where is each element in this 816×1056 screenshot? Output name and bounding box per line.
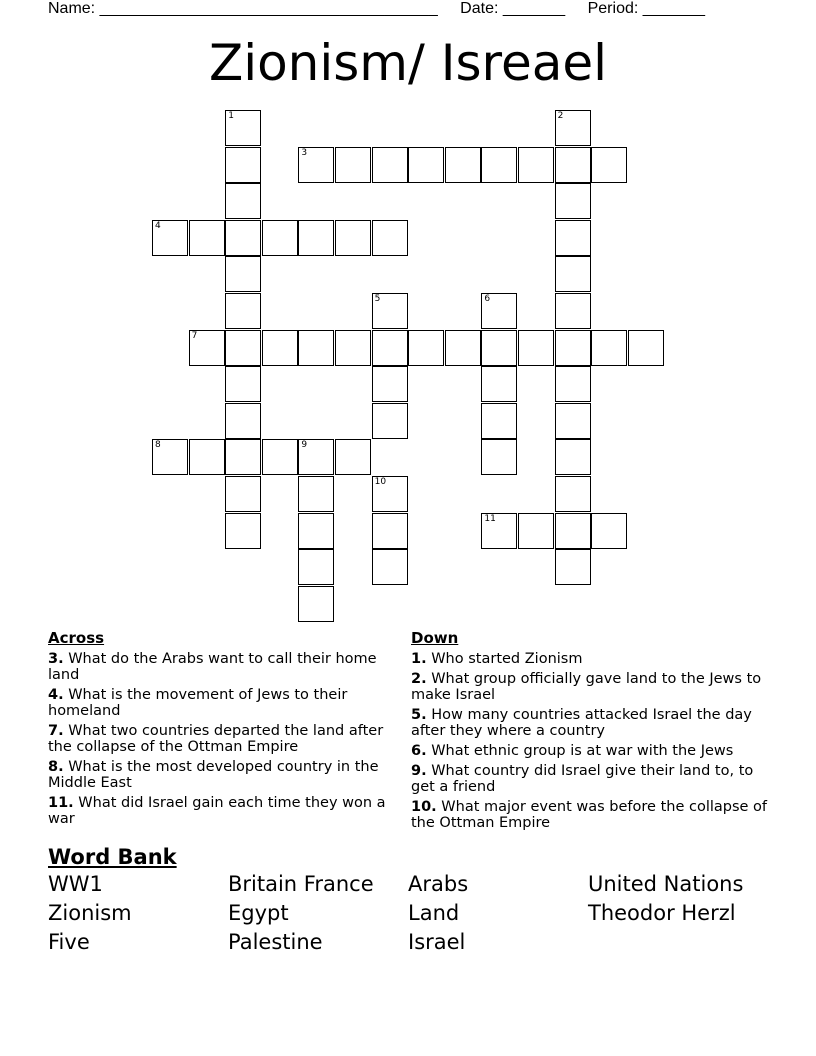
word-bank-item: Palestine (228, 930, 323, 954)
grid-cell[interactable] (481, 293, 517, 329)
clue-number: 5 (374, 294, 381, 304)
date-field[interactable]: Date: _______ (460, 0, 566, 17)
grid-cell[interactable] (372, 366, 408, 402)
word-bank-item: Egypt (228, 901, 289, 925)
word-bank-item: Land (408, 901, 460, 925)
grid-cell[interactable] (555, 293, 591, 329)
word-bank-item: United Nations (588, 872, 744, 896)
grid-cell[interactable] (262, 220, 298, 256)
word-bank-item: Five (48, 930, 90, 954)
grid-cell[interactable] (298, 220, 334, 256)
grid-cell[interactable] (262, 330, 298, 366)
clue-num: 7. (48, 723, 64, 739)
down-clue: 1. Who started Zionism (411, 651, 583, 667)
grid-cell[interactable] (225, 513, 261, 549)
grid-cell[interactable] (408, 330, 444, 366)
clue-num: 2. (411, 671, 427, 687)
down-clue: 10. What major event was before the collapse of the Ottman Empire (411, 799, 768, 831)
clue-num: 6. (411, 743, 427, 759)
grid-cell[interactable] (372, 549, 408, 585)
clue-num: 3. (48, 651, 64, 667)
grid-cell[interactable] (262, 439, 298, 475)
grid-cell[interactable] (591, 513, 627, 549)
across-clue: 3. What do the Arabs want to call their home land (48, 651, 377, 683)
grid-cell[interactable] (445, 147, 481, 183)
grid-cell[interactable] (335, 439, 371, 475)
name-field[interactable]: Name: ______________________________________ (48, 0, 438, 17)
grid-cell[interactable] (298, 513, 334, 549)
grid-cell[interactable] (152, 439, 188, 475)
grid-cell[interactable] (628, 330, 664, 366)
grid-cell[interactable] (591, 147, 627, 183)
down-clue-list (411, 651, 771, 831)
grid-cell[interactable] (555, 439, 591, 475)
clue-number: 6 (484, 294, 491, 304)
grid-cell[interactable] (555, 366, 591, 402)
grid-cell[interactable] (335, 147, 371, 183)
grid-cell[interactable] (518, 330, 554, 366)
clue-number: 1 (228, 111, 234, 121)
grid-cell[interactable] (189, 439, 225, 475)
page-title: Zionism/ Isreael (208, 34, 608, 92)
word-bank-item: WW1 (48, 872, 103, 896)
across-clues (48, 630, 398, 831)
clue-num: 10. (411, 799, 437, 815)
grid-cell[interactable] (372, 147, 408, 183)
grid-cell[interactable] (481, 366, 517, 402)
word-bank (48, 872, 768, 955)
grid-cell[interactable] (481, 439, 517, 475)
grid-cell[interactable] (372, 220, 408, 256)
grid-cell[interactable] (225, 110, 261, 146)
grid-cell[interactable] (518, 513, 554, 549)
grid-cell[interactable] (555, 147, 591, 183)
grid-cell[interactable] (225, 366, 261, 402)
grid-cell[interactable] (372, 476, 408, 512)
down-clues (411, 630, 771, 835)
grid-cell[interactable] (225, 147, 261, 183)
across-clue: 7. What two countries departed the land after the collapse of the Ottman Empire (48, 723, 384, 755)
grid-cell[interactable] (298, 549, 334, 585)
grid-cell[interactable] (555, 256, 591, 292)
grid-cell[interactable] (555, 513, 591, 549)
clue-number: 4 (155, 220, 161, 231)
grid-cell[interactable] (225, 220, 261, 256)
grid-cell[interactable] (555, 549, 591, 585)
grid-cell[interactable] (555, 330, 591, 366)
down-clue: 2. What group officially gave land to the Jews to make Israel (411, 671, 762, 703)
grid-cell[interactable] (298, 586, 334, 622)
grid-cell[interactable] (481, 513, 517, 549)
clue-number: 11 (484, 513, 496, 524)
grid-cell[interactable] (555, 403, 591, 439)
grid-cell[interactable] (298, 330, 334, 366)
word-bank-title: Word Bank (48, 845, 177, 869)
clue-num: 4. (48, 687, 64, 703)
grid-cell[interactable] (225, 330, 261, 366)
grid-cell[interactable] (189, 330, 225, 366)
clue-num: 9. (411, 763, 427, 779)
grid-cell[interactable] (481, 330, 517, 366)
down-clue: 6. What ethnic group is at war with the Jews (411, 743, 734, 759)
clue-num: 5. (411, 707, 427, 723)
grid-cell[interactable] (225, 293, 261, 329)
grid-cell[interactable] (481, 403, 517, 439)
grid-cell[interactable] (372, 330, 408, 366)
grid-cell[interactable] (481, 147, 517, 183)
grid-cell[interactable] (445, 330, 481, 366)
grid-cell[interactable] (225, 183, 261, 219)
grid-cell[interactable] (555, 220, 591, 256)
grid-cell[interactable] (225, 439, 261, 475)
grid-cell[interactable] (555, 110, 591, 146)
clue-number: 3 (301, 147, 308, 158)
word-bank-item: Britain France (228, 872, 374, 896)
clue-num: 11. (48, 795, 74, 811)
period-field[interactable]: Period: _______ (587, 0, 706, 17)
across-clue-list (48, 651, 398, 827)
word-bank-item: Theodor Herzl (588, 901, 736, 925)
grid-cell[interactable] (555, 183, 591, 219)
clue-number: 9 (301, 440, 308, 451)
grid-cell[interactable] (189, 220, 225, 256)
clue-number: 10 (374, 477, 387, 487)
clue-num: 1. (411, 651, 427, 667)
across-clue: 8. What is the most developed country in the Middle East (48, 759, 379, 791)
clue-num: 8. (48, 759, 64, 775)
grid-cell[interactable] (408, 147, 444, 183)
grid-cell[interactable] (335, 330, 371, 366)
grid-cell[interactable] (225, 476, 261, 512)
grid-cell[interactable] (298, 439, 334, 475)
word-bank-item: Zionism (48, 901, 132, 925)
clue-number: 2 (557, 111, 564, 121)
down-clue: 5. How many countries attacked Israel the day after they where a country (411, 707, 752, 739)
word-bank-item: Israel (408, 930, 466, 954)
grid-cell[interactable] (591, 330, 627, 366)
clue-number: 7 (191, 330, 198, 341)
grid-cell[interactable] (225, 256, 261, 292)
grid-cell[interactable] (152, 220, 188, 256)
grid-cell[interactable] (225, 403, 261, 439)
clue-number: 8 (155, 440, 161, 451)
grid-cell[interactable] (372, 513, 408, 549)
grid-cell[interactable] (372, 403, 408, 439)
across-clue: 11. What did Israel gain each time they won a war (48, 795, 386, 827)
grid-cell[interactable] (518, 147, 554, 183)
grid-cell[interactable] (555, 476, 591, 512)
grid-cell[interactable] (298, 476, 334, 512)
grid-cell[interactable] (372, 293, 408, 329)
across-clue: 4. What is the movement of Jews to their homeland (48, 687, 348, 719)
grid-cell[interactable] (335, 220, 371, 256)
down-clue: 9. What country did Israel give their land to, to get a friend (411, 763, 754, 795)
word-bank-item: Arabs (408, 872, 469, 896)
grid-cell[interactable] (298, 147, 334, 183)
across-heading: Across (48, 629, 105, 647)
down-heading: Down (411, 629, 459, 647)
